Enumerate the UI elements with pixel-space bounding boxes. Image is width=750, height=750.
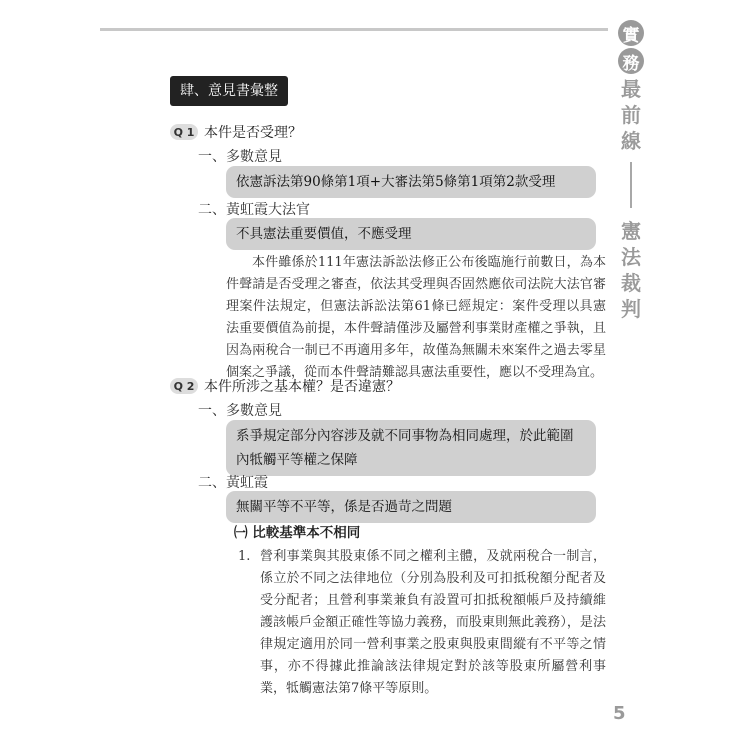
opinion-box: 不具憲法重要價值，不應受理 [226,218,596,250]
question-text: 本件是否受理？ [204,125,302,141]
question-text: 本件所涉之基本權？是否違憲？ [204,379,400,395]
side-char: 線 [621,129,641,153]
side-char: 裁 [621,271,641,295]
side-badge-1: 實 [618,20,644,46]
side-divider [630,162,632,208]
opinion-label: 二、黃虹霞 [198,475,268,491]
question-badge: Q 1 [170,124,198,140]
top-rule [100,28,608,31]
opinion-box: 無關平等不平等，係是否過苛之問題 [226,491,596,523]
opinion-paragraph: 本件雖係於111年憲法訴訟法修正公布後臨施行前數日，為本件聲請是否受理之審查，依法其受理與否固然應依司法院大法官審理案件法規定，但憲法訴訟法第61條已經規定：案件受理以具憲法重要價值為前提，本件聲請僅涉及屬營利事業財產權之爭執，且因為兩稅合一制已不再適用多年，故僅為無關未來案件之過去零星個案之爭議，從而本件聲請難認具憲法重要性，應以不受理為宜。 [226,255,606,380]
question-1 [170,122,302,142]
side-char: 判 [621,297,641,321]
opinion-label: 一、多數意見 [198,403,282,419]
side-char: 憲 [621,219,641,243]
section-header: 肆、意見書彙整 [170,76,288,106]
opinion-label: 二、黃虹霞大法官 [198,202,310,218]
side-char: 前 [621,103,641,127]
side-char: 最 [621,77,641,101]
page-number: 5 [613,703,626,724]
list-item [238,546,606,700]
item-number: 1. [238,549,251,564]
side-badge-2: 務 [618,48,644,74]
item-text: 營利事業與其股東係不同之權利主體，及就兩稅合一制言，係立於不同之法律地位（分別為股利及可扣抵稅額分配者及受分配者；且營利事業兼負有設置可扣抵稅額帳戶及持續維護該帳戶金額正確性等協力義務，而股東則無此義務），是法律規定適用於同一營利事業之股東與股東間縱有不平等之情事，亦不得據此推論該法律規定對於該等股東所屬營利事業，牴觸憲法第7條平等原則。 [260,549,606,696]
opinion-box: 依憲訴法第90條第1項+大審法第5條第1項第2款受理 [226,166,596,198]
side-title [608,20,654,322]
question-2 [170,376,400,396]
opinion-box: 系爭規定部分內容涉及就不同事物為相同處理，於此範圍內牴觸平等權之保障 [226,420,596,476]
question-badge: Q 2 [170,378,198,394]
side-char: 法 [621,245,641,269]
subheading: ㈠ 比較基準本不相同 [234,525,361,541]
opinion-label: 一、多數意見 [198,149,282,165]
